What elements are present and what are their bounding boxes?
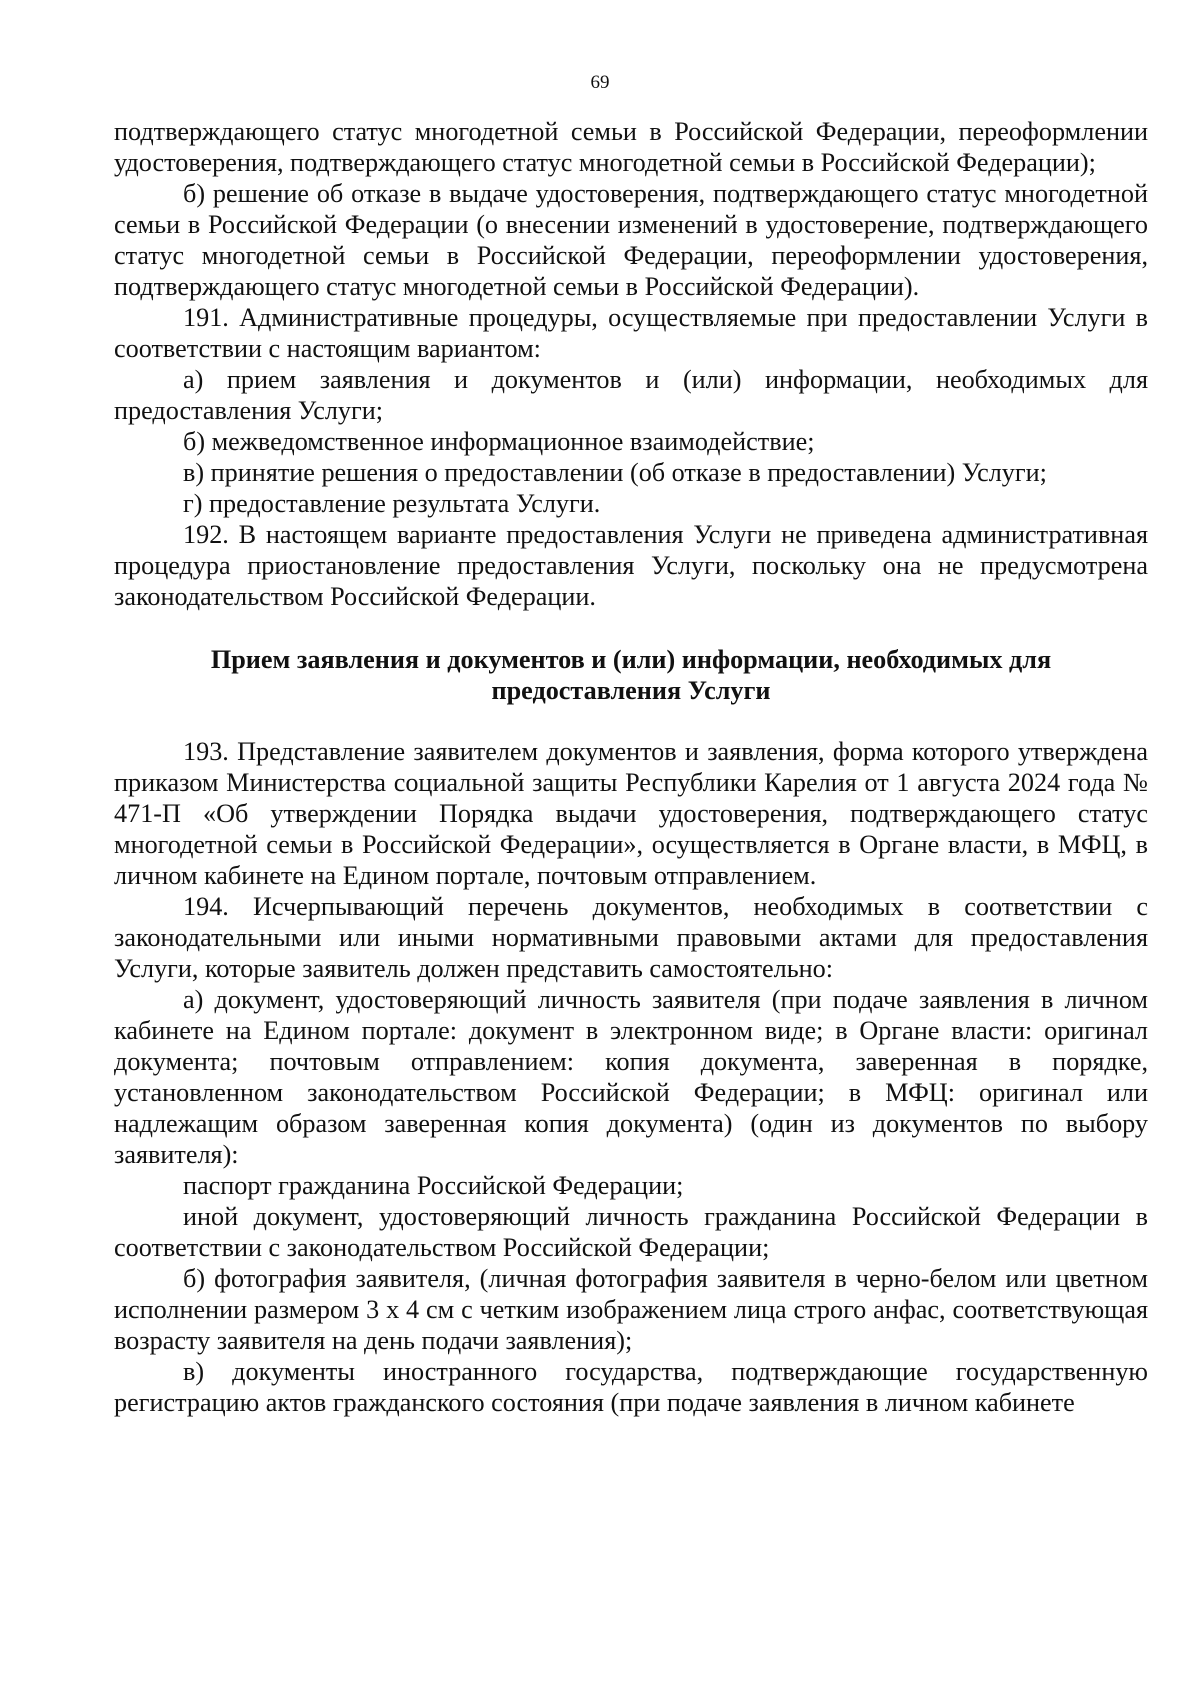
list-item-g: г) предоставление результата Услуги. — [183, 489, 601, 518]
section-heading — [134, 644, 1128, 706]
document-item-b-photo: б) фотография заявителя, (личная фотография заявителя в черно-белом или цветном исполнении размером 3 х 4 см с четким изображением лица строго анфас, соответствующая возрасту заявителя на день подачи заявления); — [114, 1264, 1148, 1355]
document-item-a: а) документ, удостоверяющий личность заявителя (при подаче заявления в личном кабинете на Едином портале: документ в электронном виде; в Органе власти: оригинал документа; почтовым отправлением: копия документа, заверенная в порядке, установленном законодательством Российской Федерации; в МФЦ: оригинал или надлежащим образом заверенная копия документа) (один из документов по выбору заявителя): — [114, 985, 1148, 1169]
document-option-other-id: иной документ, удостоверяющий личность гражданина Российской Федерации в соответствии с законодательством Российской Федерации; — [114, 1202, 1148, 1262]
paragraph-194: 194. Исчерпывающий перечень документов, необходимых в соответствии с законодательными или иными нормативными правовыми актами для предоставления Услуги, которые заявитель должен представить самостоятельно: — [114, 892, 1148, 983]
document-option-passport: паспорт гражданина Российской Федерации; — [183, 1171, 684, 1200]
paragraph-item-b-refusal: б) решение об отказе в выдаче удостоверения, подтверждающего статус многодетной семьи в Российской Федерации (о внесении изменений в удостоверение, подтверждающего статус многодетной семьи в Российской Федерации, переоформлении удостоверения, подтверждающего статус многодетной семьи в Российской Федерации). — [114, 179, 1148, 301]
page-number: 69 — [590, 72, 610, 93]
document-item-v-foreign: в) документы иностранного государства, подтверждающие государственную регистрацию актов гражданского состояния (при подаче заявления в личном кабинете — [114, 1357, 1148, 1417]
paragraph-193: 193. Представление заявителем документов и заявления, форма которого утверждена приказом Министерства социальной защиты Республики Карелия от 1 августа 2024 года № 471-П «Об утверждении Порядка выдачи удостоверения, подтверждающего статус многодетной семьи в Российской Федерации», осуществляется в Органе власти, в МФЦ, в личном кабинете на Едином портале, почтовым отправлением. — [114, 737, 1148, 890]
paragraph-192: 192. В настоящем варианте предоставления Услуги не приведена административная процедура приостановление предоставления Услуги, поскольку она не предусмотрена законодательством Российской Федерации. — [114, 520, 1148, 611]
list-item-a: а) прием заявления и документов и (или) информации, необходимых для предоставления Услуги; — [114, 365, 1148, 425]
paragraph-continuation: подтверждающего статус многодетной семьи в Российской Федерации, переоформлении удостоверения, подтверждающего статус многодетной семьи в Российской Федерации); — [114, 117, 1148, 177]
section-heading-line-2: предоставления Услуги — [491, 676, 771, 705]
document-body — [114, 116, 1148, 1418]
paragraph-191: 191. Административные процедуры, осуществляемые при предоставлении Услуги в соответствии с настоящим вариантом: — [114, 303, 1148, 363]
list-item-v: в) принятие решения о предоставлении (об отказе в предоставлении) Услуги; — [183, 458, 1047, 487]
list-item-b: б) межведомственное информационное взаимодействие; — [183, 427, 815, 456]
section-heading-line-1: Прием заявления и документов и (или) информации, необходимых для — [210, 645, 1052, 674]
